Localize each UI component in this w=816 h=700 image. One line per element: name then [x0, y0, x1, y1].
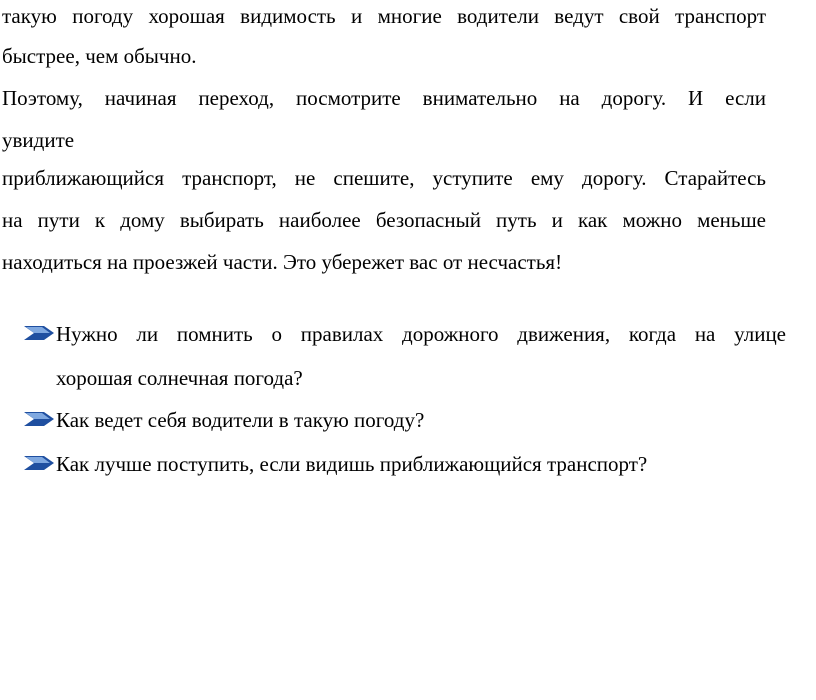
arrow-bullet-icon	[22, 410, 56, 428]
question-1-line1: Нужно ли помнить о правилах дорожного движения, когда на улице	[56, 322, 786, 346]
question-2-line1: Как ведет себя водители в такую погоду?	[56, 408, 425, 432]
paragraph1-line1: такую погоду хорошая видимость и многие водители ведут свой транспорт	[2, 4, 766, 28]
paragraph2-line3: приближающийся транспорт, не спешите, уступите ему дорогу. Старайтесь	[2, 166, 766, 190]
question-3-line1: Как лучше поступить, если видишь приближающийся транспорт?	[56, 452, 648, 476]
paragraph1-line2: быстрее, чем обычно.	[2, 44, 197, 68]
question-item-1	[22, 320, 786, 390]
paragraph2-line1: Поэтому, начиная переход, посмотрите внимательно на дорогу. И если	[2, 86, 766, 110]
paragraph2-line5: находиться на проезжей части. Это убережет вас от несчастья!	[2, 250, 563, 274]
question-item-3	[22, 450, 766, 478]
question-1-line2: хорошая солнечная погода?	[56, 366, 303, 390]
question-item-2	[22, 406, 766, 434]
paragraph2-line4: на пути к дому выбирать наиболее безопасный путь и как можно меньше	[2, 208, 766, 232]
arrow-bullet-icon	[22, 454, 56, 472]
arrow-bullet-icon	[22, 324, 56, 342]
paragraph2-line2: увидите	[2, 128, 75, 152]
